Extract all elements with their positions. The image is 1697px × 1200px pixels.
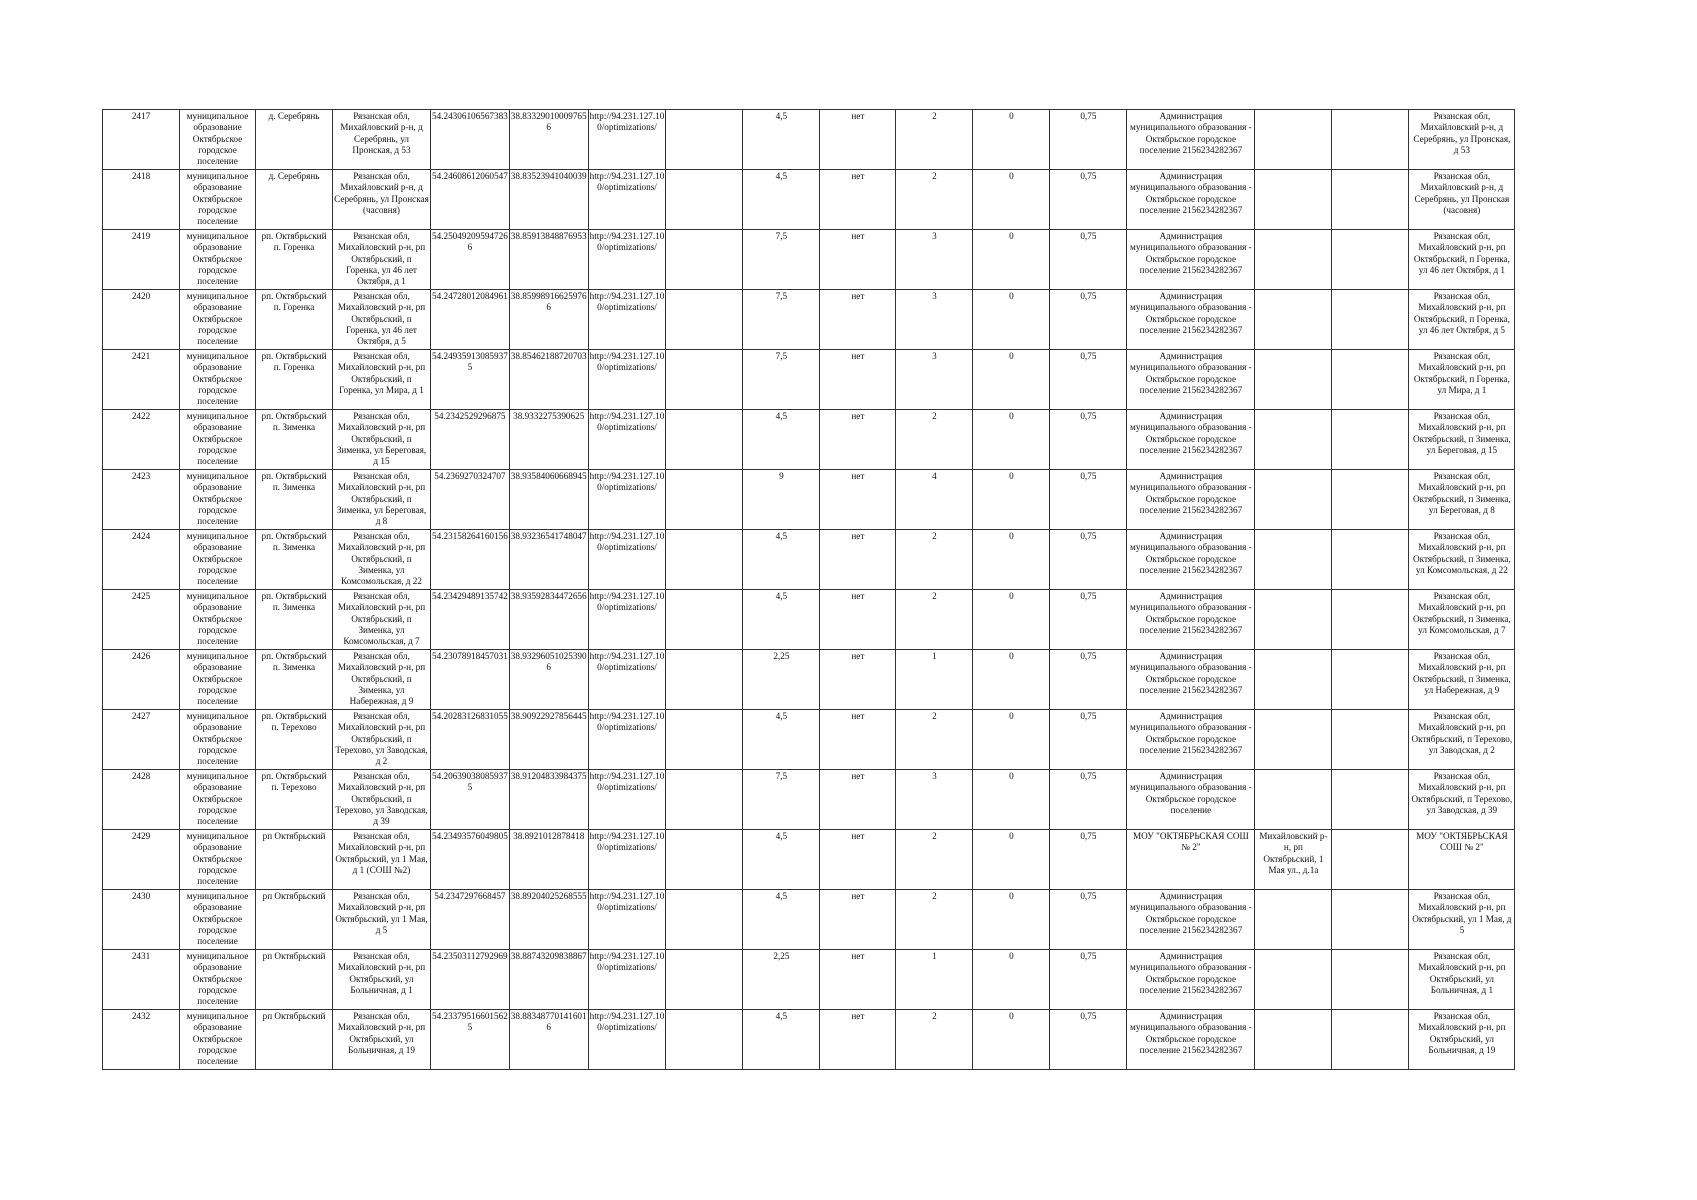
- empty-cell: [1332, 170, 1409, 230]
- owner-address-cell: [1255, 410, 1332, 470]
- address-cell: Рязанская обл, Михайловский р-н, рп Октябрьский, п Терехово, ул Заводская, д 2: [333, 710, 431, 770]
- empty-cell: [1332, 590, 1409, 650]
- empty-cell: [666, 1010, 743, 1070]
- empty-cell: [666, 950, 743, 1010]
- volume-cell: 4,5: [743, 830, 820, 890]
- settlement-cell: рп Октябрьский: [256, 1010, 333, 1070]
- longitude-cell: 38.85998916625976 6: [509, 290, 588, 350]
- source-cell: Рязанская обл, Михайловский р-н, рп Октябрьский, п Зименка, ул Комсомольская, д 22: [1409, 530, 1515, 590]
- url-cell: http://94.231.127.10 0/optimizations/: [588, 110, 666, 170]
- municipality-type-cell: муниципальное образование Октябрьское городское поселение: [180, 890, 256, 950]
- owner-address-cell: [1255, 950, 1332, 1010]
- latitude-cell: 54.24306106567383: [431, 110, 510, 170]
- source-cell: Рязанская обл, Михайловский р-н, рп Октябрьский, п Горенка, ул Мира, д 1: [1409, 350, 1515, 410]
- longitude-cell: 38.88743209838867: [509, 950, 588, 1010]
- municipality-type-cell: муниципальное образование Октябрьское городское поселение: [180, 110, 256, 170]
- empty-cell: [1332, 470, 1409, 530]
- url-cell: http://94.231.127.10 0/optimizations/: [588, 230, 666, 290]
- cover-cell: нет: [820, 710, 896, 770]
- cover-cell: нет: [820, 830, 896, 890]
- source-cell: Рязанская обл, Михайловский р-н, д Серебрянь, ул Пронская, д 53: [1409, 110, 1515, 170]
- container-count-cell: 1: [896, 950, 973, 1010]
- volume-cell: 4,5: [743, 890, 820, 950]
- empty-cell: [666, 530, 743, 590]
- url-cell: http://94.231.127.10 0/optimizations/: [588, 710, 666, 770]
- row-number-cell: 2426: [103, 650, 180, 710]
- empty-cell: [666, 170, 743, 230]
- capacity-cell: 0,75: [1050, 350, 1127, 410]
- capacity-cell: 0,75: [1050, 230, 1127, 290]
- empty-cell: [1332, 110, 1409, 170]
- municipality-type-cell: муниципальное образование Октябрьское городское поселение: [180, 290, 256, 350]
- row-number-cell: 2428: [103, 770, 180, 830]
- address-cell: Рязанская обл, Михайловский р-н, рп Октябрьский, ул Больничная, д 19: [333, 1010, 431, 1070]
- value-cell: 0: [973, 590, 1050, 650]
- owner-cell: Администрация муниципального образования - Октябрьское городское поселение 2156234282367: [1127, 290, 1255, 350]
- owner-address-cell: [1255, 350, 1332, 410]
- address-cell: Рязанская обл, Михайловский р-н, рп Октябрьский, п Горенка, ул 46 лет Октября, д 1: [333, 230, 431, 290]
- table-row: [103, 650, 1515, 710]
- municipality-type-cell: муниципальное образование Октябрьское городское поселение: [180, 470, 256, 530]
- url-cell: http://94.231.127.10 0/optimizations/: [588, 350, 666, 410]
- url-cell: http://94.231.127.10 0/optimizations/: [588, 170, 666, 230]
- table-row: [103, 470, 1515, 530]
- source-cell: Рязанская обл, Михайловский р-н, рп Октябрьский, ул Больничная, д 19: [1409, 1010, 1515, 1070]
- url-cell: http://94.231.127.10 0/optimizations/: [588, 890, 666, 950]
- value-cell: 0: [973, 830, 1050, 890]
- container-count-cell: 2: [896, 170, 973, 230]
- address-cell: Рязанская обл, Михайловский р-н, рп Октябрьский, п Зименка, ул Комсомольская, д 22: [333, 530, 431, 590]
- longitude-cell: 38.88348770141601 6: [509, 1010, 588, 1070]
- empty-cell: [666, 770, 743, 830]
- table-row: [103, 170, 1515, 230]
- longitude-cell: 38.9332275390625: [509, 410, 588, 470]
- table-row: [103, 290, 1515, 350]
- empty-cell: [666, 590, 743, 650]
- longitude-cell: 38.83329010009765 6: [509, 110, 588, 170]
- empty-cell: [666, 470, 743, 530]
- table-row: [103, 230, 1515, 290]
- empty-cell: [1332, 290, 1409, 350]
- settlement-cell: рп. Октябрьский п. Зименка: [256, 530, 333, 590]
- owner-cell: Администрация муниципального образования - Октябрьское городское поселение 2156234282367: [1127, 590, 1255, 650]
- container-count-cell: 2: [896, 590, 973, 650]
- latitude-cell: 54.23429489135742: [431, 590, 510, 650]
- container-count-cell: 3: [896, 770, 973, 830]
- address-cell: Рязанская обл, Михайловский р-н, рп Октябрьский, ул 1 Мая, д 5: [333, 890, 431, 950]
- cover-cell: нет: [820, 110, 896, 170]
- source-cell: Рязанская обл, Михайловский р-н, рп Октябрьский, ул 1 Мая, д 5: [1409, 890, 1515, 950]
- address-cell: Рязанская обл, Михайловский р-н, рп Октябрьский, п Горенка, ул Мира, д 1: [333, 350, 431, 410]
- capacity-cell: 0,75: [1050, 1010, 1127, 1070]
- source-cell: Рязанская обл, Михайловский р-н, рп Октябрьский, п Зименка, ул Набережная, д 9: [1409, 650, 1515, 710]
- empty-cell: [1332, 350, 1409, 410]
- container-count-cell: 3: [896, 290, 973, 350]
- capacity-cell: 0,75: [1050, 950, 1127, 1010]
- cover-cell: нет: [820, 950, 896, 1010]
- volume-cell: 2,25: [743, 950, 820, 1010]
- volume-cell: 7,5: [743, 350, 820, 410]
- longitude-cell: 38.8921012878418: [509, 830, 588, 890]
- volume-cell: 4,5: [743, 530, 820, 590]
- capacity-cell: 0,75: [1050, 650, 1127, 710]
- owner-address-cell: [1255, 110, 1332, 170]
- volume-cell: 9: [743, 470, 820, 530]
- settlement-cell: рп. Октябрьский п. Терехово: [256, 770, 333, 830]
- source-cell: Рязанская обл, Михайловский р-н, рп Октябрьский, п Зименка, ул Береговая, д 8: [1409, 470, 1515, 530]
- empty-cell: [1332, 410, 1409, 470]
- latitude-cell: 54.2342529296875: [431, 410, 510, 470]
- capacity-cell: 0,75: [1050, 890, 1127, 950]
- owner-cell: Администрация муниципального образования - Октябрьское городское поселение 2156234282367: [1127, 950, 1255, 1010]
- longitude-cell: 38.93296051025390 6: [509, 650, 588, 710]
- value-cell: 0: [973, 290, 1050, 350]
- empty-cell: [1332, 230, 1409, 290]
- source-cell: Рязанская обл, Михайловский р-н, рп Октябрьский, ул Больничная, д 1: [1409, 950, 1515, 1010]
- settlement-cell: рп Октябрьский: [256, 890, 333, 950]
- municipality-type-cell: муниципальное образование Октябрьское городское поселение: [180, 350, 256, 410]
- url-cell: http://94.231.127.10 0/optimizations/: [588, 530, 666, 590]
- owner-address-cell: [1255, 650, 1332, 710]
- owner-address-cell: [1255, 590, 1332, 650]
- capacity-cell: 0,75: [1050, 170, 1127, 230]
- empty-cell: [1332, 650, 1409, 710]
- container-count-cell: 1: [896, 650, 973, 710]
- row-number-cell: 2430: [103, 890, 180, 950]
- empty-cell: [1332, 830, 1409, 890]
- owner-address-cell: [1255, 530, 1332, 590]
- row-number-cell: 2432: [103, 1010, 180, 1070]
- row-number-cell: 2425: [103, 590, 180, 650]
- source-cell: Рязанская обл, Михайловский р-н, рп Октябрьский, п Горенка, ул 46 лет Октября, д 1: [1409, 230, 1515, 290]
- cover-cell: нет: [820, 470, 896, 530]
- address-cell: Рязанская обл, Михайловский р-н, рп Октябрьский, п Зименка, ул Набережная, д 9: [333, 650, 431, 710]
- settlement-cell: рп. Октябрьский п. Зименка: [256, 470, 333, 530]
- empty-cell: [1332, 890, 1409, 950]
- url-cell: http://94.231.127.10 0/optimizations/: [588, 770, 666, 830]
- empty-cell: [1332, 710, 1409, 770]
- longitude-cell: 38.89204025268555: [509, 890, 588, 950]
- table-row: [103, 830, 1515, 890]
- row-number-cell: 2417: [103, 110, 180, 170]
- municipality-type-cell: муниципальное образование Октябрьское городское поселение: [180, 770, 256, 830]
- empty-cell: [1332, 1010, 1409, 1070]
- owner-cell: Администрация муниципального образования - Октябрьское городское поселение 2156234282367: [1127, 470, 1255, 530]
- table-row: [103, 710, 1515, 770]
- capacity-cell: 0,75: [1050, 110, 1127, 170]
- cover-cell: нет: [820, 890, 896, 950]
- table-row: [103, 110, 1515, 170]
- empty-cell: [1332, 530, 1409, 590]
- url-cell: http://94.231.127.10 0/optimizations/: [588, 290, 666, 350]
- settlement-cell: рп Октябрьский: [256, 950, 333, 1010]
- row-number-cell: 2419: [103, 230, 180, 290]
- cover-cell: нет: [820, 770, 896, 830]
- source-cell: МОУ "ОКТЯБРЬСКАЯ СОШ № 2": [1409, 830, 1515, 890]
- volume-cell: 4,5: [743, 410, 820, 470]
- cover-cell: нет: [820, 350, 896, 410]
- municipality-type-cell: муниципальное образование Октябрьское городское поселение: [180, 1010, 256, 1070]
- municipality-type-cell: муниципальное образование Октябрьское городское поселение: [180, 650, 256, 710]
- table-row: [103, 530, 1515, 590]
- container-count-cell: 2: [896, 830, 973, 890]
- url-cell: http://94.231.127.10 0/optimizations/: [588, 410, 666, 470]
- empty-cell: [666, 290, 743, 350]
- owner-cell: Администрация муниципального образования - Октябрьское городское поселение: [1127, 770, 1255, 830]
- value-cell: 0: [973, 350, 1050, 410]
- owner-cell: Администрация муниципального образования - Октябрьское городское поселение 2156234282367: [1127, 710, 1255, 770]
- address-cell: Рязанская обл, Михайловский р-н, рп Октябрьский, п Зименка, ул Береговая, д 8: [333, 470, 431, 530]
- empty-cell: [666, 650, 743, 710]
- latitude-cell: 54.24728012084961: [431, 290, 510, 350]
- latitude-cell: 54.20639038085937 5: [431, 770, 510, 830]
- value-cell: 0: [973, 710, 1050, 770]
- url-cell: http://94.231.127.10 0/optimizations/: [588, 590, 666, 650]
- settlement-cell: рп. Октябрьский п. Зименка: [256, 410, 333, 470]
- source-cell: Рязанская обл, Михайловский р-н, рп Октябрьский, п Зименка, ул Комсомольская, д 7: [1409, 590, 1515, 650]
- address-cell: Рязанская обл, Михайловский р-н, д Серебрянь, ул Пронская (часовня): [333, 170, 431, 230]
- volume-cell: 7,5: [743, 230, 820, 290]
- owner-cell: Администрация муниципального образования - Октябрьское городское поселение 2156234282367: [1127, 110, 1255, 170]
- data-table: [102, 109, 1515, 1070]
- container-count-cell: 2: [896, 1010, 973, 1070]
- owner-cell: Администрация муниципального образования - Октябрьское городское поселение 2156234282367: [1127, 650, 1255, 710]
- capacity-cell: 0,75: [1050, 290, 1127, 350]
- value-cell: 0: [973, 770, 1050, 830]
- empty-cell: [666, 410, 743, 470]
- value-cell: 0: [973, 530, 1050, 590]
- empty-cell: [666, 350, 743, 410]
- container-count-cell: 4: [896, 470, 973, 530]
- settlement-cell: рп Октябрьский: [256, 830, 333, 890]
- url-cell: http://94.231.127.10 0/optimizations/: [588, 830, 666, 890]
- value-cell: 0: [973, 170, 1050, 230]
- container-count-cell: 2: [896, 110, 973, 170]
- latitude-cell: 54.23493576049805: [431, 830, 510, 890]
- row-number-cell: 2422: [103, 410, 180, 470]
- container-count-cell: 3: [896, 350, 973, 410]
- table-row: [103, 890, 1515, 950]
- latitude-cell: 54.23078918457031: [431, 650, 510, 710]
- empty-cell: [666, 830, 743, 890]
- cover-cell: нет: [820, 170, 896, 230]
- cover-cell: нет: [820, 650, 896, 710]
- latitude-cell: 54.24935913085937 5: [431, 350, 510, 410]
- row-number-cell: 2427: [103, 710, 180, 770]
- cover-cell: нет: [820, 590, 896, 650]
- row-number-cell: 2424: [103, 530, 180, 590]
- container-count-cell: 2: [896, 410, 973, 470]
- longitude-cell: 38.93236541748047: [509, 530, 588, 590]
- value-cell: 0: [973, 110, 1050, 170]
- cover-cell: нет: [820, 1010, 896, 1070]
- capacity-cell: 0,75: [1050, 590, 1127, 650]
- latitude-cell: 54.23158264160156: [431, 530, 510, 590]
- municipality-type-cell: муниципальное образование Октябрьское городское поселение: [180, 710, 256, 770]
- settlement-cell: рп. Октябрьский п. Горенка: [256, 230, 333, 290]
- settlement-cell: рп. Октябрьский п. Зименка: [256, 590, 333, 650]
- municipality-type-cell: муниципальное образование Октябрьское городское поселение: [180, 530, 256, 590]
- empty-cell: [666, 110, 743, 170]
- table-row: [103, 590, 1515, 650]
- value-cell: 0: [973, 650, 1050, 710]
- table-row: [103, 410, 1515, 470]
- source-cell: Рязанская обл, Михайловский р-н, рп Октябрьский, п Зименка, ул Береговая, д 15: [1409, 410, 1515, 470]
- volume-cell: 4,5: [743, 170, 820, 230]
- empty-cell: [1332, 950, 1409, 1010]
- source-cell: Рязанская обл, Михайловский р-н, рп Октябрьский, п Горенка, ул 46 лет Октября, д 5: [1409, 290, 1515, 350]
- volume-cell: 4,5: [743, 110, 820, 170]
- source-cell: Рязанская обл, Михайловский р-н, рп Октябрьский, п Терехово, ул Заводская, д 39: [1409, 770, 1515, 830]
- settlement-cell: рп. Октябрьский п. Горенка: [256, 350, 333, 410]
- settlement-cell: рп. Октябрьский п. Горенка: [256, 290, 333, 350]
- latitude-cell: 54.20283126831055: [431, 710, 510, 770]
- longitude-cell: 38.85913848876953: [509, 230, 588, 290]
- url-cell: http://94.231.127.10 0/optimizations/: [588, 1010, 666, 1070]
- url-cell: http://94.231.127.10 0/optimizations/: [588, 950, 666, 1010]
- settlement-cell: д. Серебрянь: [256, 110, 333, 170]
- empty-cell: [666, 890, 743, 950]
- volume-cell: 4,5: [743, 710, 820, 770]
- municipality-type-cell: муниципальное образование Октябрьское городское поселение: [180, 830, 256, 890]
- latitude-cell: 54.25049209594726 6: [431, 230, 510, 290]
- settlement-cell: д. Серебрянь: [256, 170, 333, 230]
- row-number-cell: 2429: [103, 830, 180, 890]
- owner-address-cell: [1255, 230, 1332, 290]
- cover-cell: нет: [820, 230, 896, 290]
- row-number-cell: 2421: [103, 350, 180, 410]
- municipality-type-cell: муниципальное образование Октябрьское городское поселение: [180, 230, 256, 290]
- address-cell: Рязанская обл, Михайловский р-н, рп Октябрьский, п Зименка, ул Комсомольская, д 7: [333, 590, 431, 650]
- address-cell: Рязанская обл, Михайловский р-н, рп Октябрьский, п Терехово, ул Заводская, д 39: [333, 770, 431, 830]
- source-cell: Рязанская обл, Михайловский р-н, д Серебрянь, ул Пронская (часовня): [1409, 170, 1515, 230]
- address-cell: Рязанская обл, Михайловский р-н, рп Октябрьский, ул 1 Мая, д 1 (СОШ №2): [333, 830, 431, 890]
- url-cell: http://94.231.127.10 0/optimizations/: [588, 650, 666, 710]
- empty-cell: [666, 230, 743, 290]
- owner-cell: Администрация муниципального образования - Октябрьское городское поселение 2156234282367: [1127, 890, 1255, 950]
- address-cell: Рязанская обл, Михайловский р-н, рп Октябрьский, п Зименка, ул Береговая, д 15: [333, 410, 431, 470]
- owner-cell: Администрация муниципального образования - Октябрьское городское поселение 2156234282367: [1127, 350, 1255, 410]
- row-number-cell: 2420: [103, 290, 180, 350]
- longitude-cell: 38.90922927856445: [509, 710, 588, 770]
- longitude-cell: 38.93584060668945: [509, 470, 588, 530]
- owner-address-cell: [1255, 290, 1332, 350]
- table-row: [103, 770, 1515, 830]
- container-count-cell: 2: [896, 530, 973, 590]
- value-cell: 0: [973, 470, 1050, 530]
- municipality-type-cell: муниципальное образование Октябрьское городское поселение: [180, 410, 256, 470]
- owner-cell: Администрация муниципального образования - Октябрьское городское поселение 2156234282367: [1127, 170, 1255, 230]
- owner-address-cell: [1255, 890, 1332, 950]
- empty-cell: [666, 710, 743, 770]
- table-row: [103, 1010, 1515, 1070]
- owner-cell: Администрация муниципального образования - Октябрьское городское поселение 2156234282367: [1127, 230, 1255, 290]
- value-cell: 0: [973, 950, 1050, 1010]
- table-row: [103, 350, 1515, 410]
- capacity-cell: 0,75: [1050, 530, 1127, 590]
- owner-cell: Администрация муниципального образования - Октябрьское городское поселение 2156234282367: [1127, 1010, 1255, 1070]
- empty-cell: [1332, 770, 1409, 830]
- volume-cell: 4,5: [743, 590, 820, 650]
- table-row: [103, 950, 1515, 1010]
- longitude-cell: 38.83523941040039: [509, 170, 588, 230]
- value-cell: 0: [973, 230, 1050, 290]
- longitude-cell: 38.85462188720703: [509, 350, 588, 410]
- latitude-cell: 54.2369270324707: [431, 470, 510, 530]
- owner-address-cell: Михайловский р-н, рп Октябрьский, 1 Мая ул., д.1а: [1255, 830, 1332, 890]
- settlement-cell: рп. Октябрьский п. Терехово: [256, 710, 333, 770]
- cover-cell: нет: [820, 410, 896, 470]
- latitude-cell: 54.23503112792969: [431, 950, 510, 1010]
- municipality-type-cell: муниципальное образование Октябрьское городское поселение: [180, 590, 256, 650]
- volume-cell: 4,5: [743, 1010, 820, 1070]
- owner-cell: Администрация муниципального образования - Октябрьское городское поселение 2156234282367: [1127, 410, 1255, 470]
- capacity-cell: 0,75: [1050, 830, 1127, 890]
- cover-cell: нет: [820, 290, 896, 350]
- cover-cell: нет: [820, 530, 896, 590]
- settlement-cell: рп. Октябрьский п. Зименка: [256, 650, 333, 710]
- latitude-cell: 54.23379516601562 5: [431, 1010, 510, 1070]
- owner-address-cell: [1255, 1010, 1332, 1070]
- capacity-cell: 0,75: [1050, 770, 1127, 830]
- value-cell: 0: [973, 1010, 1050, 1070]
- container-count-cell: 3: [896, 230, 973, 290]
- owner-cell: МОУ "ОКТЯБРЬСКАЯ СОШ № 2": [1127, 830, 1255, 890]
- address-cell: Рязанская обл, Михайловский р-н, рп Октябрьский, п Горенка, ул 46 лет Октября, д 5: [333, 290, 431, 350]
- latitude-cell: 54.2347297668457: [431, 890, 510, 950]
- container-count-cell: 2: [896, 710, 973, 770]
- longitude-cell: 38.93592834472656: [509, 590, 588, 650]
- capacity-cell: 0,75: [1050, 470, 1127, 530]
- owner-cell: Администрация муниципального образования - Октябрьское городское поселение 2156234282367: [1127, 530, 1255, 590]
- row-number-cell: 2431: [103, 950, 180, 1010]
- volume-cell: 7,5: [743, 770, 820, 830]
- volume-cell: 7,5: [743, 290, 820, 350]
- capacity-cell: 0,75: [1050, 410, 1127, 470]
- owner-address-cell: [1255, 470, 1332, 530]
- municipality-type-cell: муниципальное образование Октябрьское городское поселение: [180, 170, 256, 230]
- value-cell: 0: [973, 890, 1050, 950]
- container-count-cell: 2: [896, 890, 973, 950]
- latitude-cell: 54.24608612060547: [431, 170, 510, 230]
- source-cell: Рязанская обл, Михайловский р-н, рп Октябрьский, п Терехово, ул Заводская, д 2: [1409, 710, 1515, 770]
- value-cell: 0: [973, 410, 1050, 470]
- row-number-cell: 2423: [103, 470, 180, 530]
- owner-address-cell: [1255, 170, 1332, 230]
- url-cell: http://94.231.127.10 0/optimizations/: [588, 470, 666, 530]
- volume-cell: 2,25: [743, 650, 820, 710]
- owner-address-cell: [1255, 770, 1332, 830]
- capacity-cell: 0,75: [1050, 710, 1127, 770]
- owner-address-cell: [1255, 710, 1332, 770]
- address-cell: Рязанская обл, Михайловский р-н, рп Октябрьский, ул Больничная, д 1: [333, 950, 431, 1010]
- address-cell: Рязанская обл, Михайловский р-н, д Серебрянь, ул Пронская, д 53: [333, 110, 431, 170]
- longitude-cell: 38.91204833984375: [509, 770, 588, 830]
- row-number-cell: 2418: [103, 170, 180, 230]
- municipality-type-cell: муниципальное образование Октябрьское городское поселение: [180, 950, 256, 1010]
